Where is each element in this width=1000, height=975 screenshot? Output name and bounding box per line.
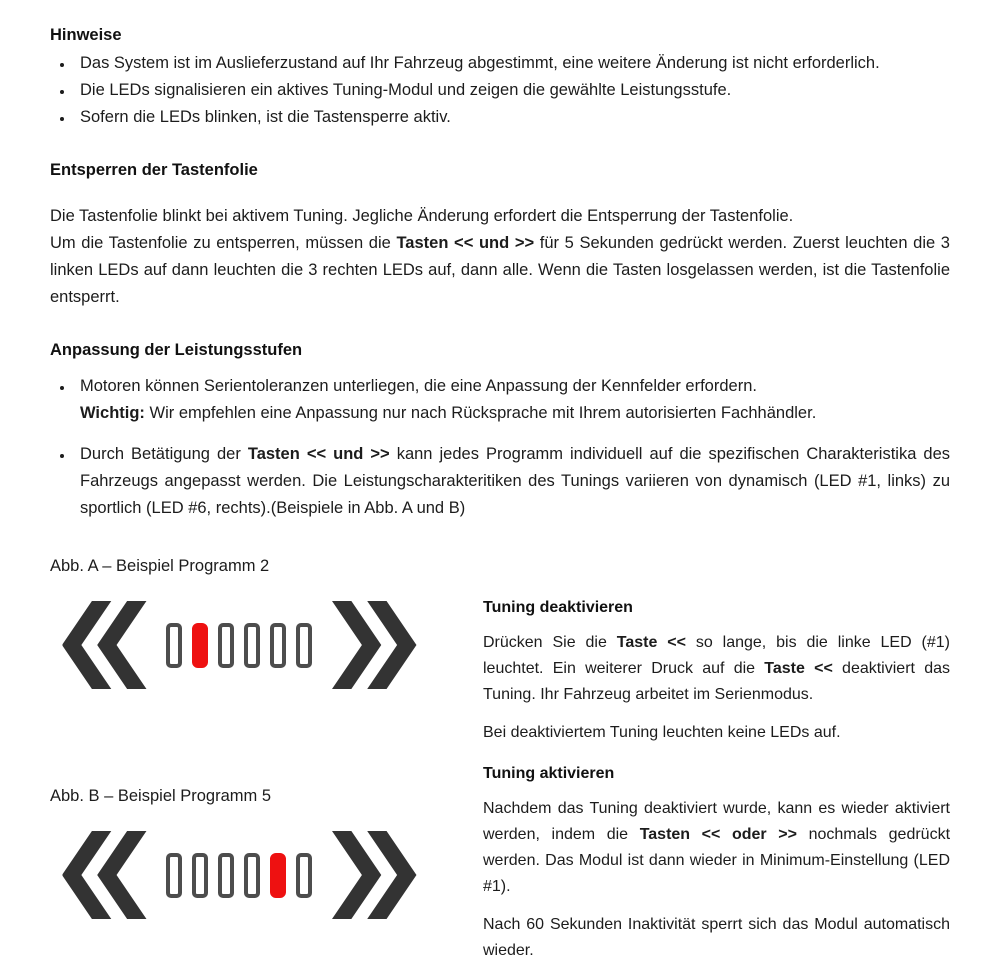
hinweise-bullet-2: • Die LEDs signalisieren ein aktives Tuning-Modul und zeigen die gewählte Leistungsstufe.: [74, 77, 950, 104]
led-indicator-2-active: [192, 623, 208, 668]
entsperren-paragraph-2: [50, 230, 950, 311]
tuning-deaktivieren-paragraph-2: Bei deaktiviertem Tuning leuchten keine LEDs auf.: [483, 724, 841, 741]
figure-b-caption: Abb. B – Beispiel Programm 5: [50, 787, 272, 805]
led-indicator-6-inactive: [296, 853, 312, 898]
tuning-aktivieren-paragraph-1: [483, 796, 950, 900]
led-indicator-3-inactive: [218, 853, 234, 898]
double-chevron-right-icon: [332, 831, 416, 919]
section-hinweise: [50, 24, 950, 131]
figure-a-led-panel: [62, 601, 483, 689]
figure-b-led-panel: [62, 831, 483, 919]
entsperren-paragraph-1: Die Tastenfolie blinkt bei aktivem Tuning. Jegliche Änderung erfordert die Entsperrung der Tastenfolie.: [50, 207, 794, 225]
anpassung-b1-rest: Wir empfehlen eine Anpassung nur nach Rücksprache mit Ihrem autorisierten Fachhändler.: [144, 404, 817, 422]
anpassung-b2-text: Durch Betätigung der: [80, 445, 248, 463]
figure-b-led-row: [166, 853, 312, 898]
led-indicator-4-inactive: [244, 853, 260, 898]
anpassung-b2-keys-bold: Tasten << und >>: [247, 445, 390, 463]
section-anpassung: [50, 339, 950, 522]
deakt-p1-key-bold-1: Taste <<: [616, 634, 686, 651]
anpassung-bullet-list: [50, 373, 950, 522]
tuning-aktivieren-paragraph-2: Nach 60 Sekunden Inaktivität sperrt sich das Modul automatisch wieder.: [483, 916, 950, 959]
anpassung-b1-wichtig-bold: Wichtig:: [80, 404, 145, 422]
tuning-deaktivieren-paragraph-1: [483, 630, 950, 708]
deakt-p1-text-mid: so lange, bis die linke LED (#1) leuchtet. Ein weiterer Druck auf die: [483, 634, 951, 677]
double-chevron-left-icon: [62, 601, 146, 689]
led-indicator-2-inactive: [192, 853, 208, 898]
led-indicator-1-inactive: [166, 623, 182, 668]
figures-column: [50, 551, 483, 919]
hinweise-bullet-1: • Das System ist im Auslieferzustand auf Ihr Fahrzeug abgestimmt, eine weitere Änderung ist nicht erforderlich.: [74, 50, 950, 77]
tuning-deaktivieren-heading: Tuning deaktivieren: [483, 599, 633, 616]
entsperren-p2-keys-bold: Tasten << und >>: [396, 234, 535, 252]
hinweise-heading: Hinweise: [50, 26, 122, 44]
akt-p1-keys-bold: Tasten << oder >>: [639, 826, 797, 843]
figures-and-instructions: [50, 551, 950, 964]
double-chevron-right-icon: [332, 601, 416, 689]
led-indicator-3-inactive: [218, 623, 234, 668]
led-indicator-5-inactive: [270, 623, 286, 668]
tuning-aktivieren-heading: Tuning aktivieren: [483, 765, 615, 782]
anpassung-bullet-2: [74, 441, 950, 522]
hinweise-bullet-3: • Sofern die LEDs blinken, ist die Tastensperre aktiv.: [74, 104, 950, 131]
anpassung-b2-text-cont: kann jedes Programm individuell auf die spezifischen Charakteristika des Fahrzeugs angepasst werden. Die Leistungscharakteritiken des Tunings variieren von dynamisch (LED #1, links) zu sportlich (LED #6, rechts).(Beispiele in Abb. A und B): [80, 445, 950, 517]
anpassung-heading: Anpassung der Leistungsstufen: [50, 341, 303, 359]
led-indicator-5-active: [270, 853, 286, 898]
instructions-column: [483, 551, 950, 964]
entsperren-p2-text-cont: für 5 Sekunden gedrückt werden. Zuerst leuchten die 3 linken LEDs auf dann leuchten die 3 rechten LEDs auf, dann alle. Wenn die Tasten losgelassen werden, ist die Tastenfolie entsperrt.: [50, 234, 950, 306]
double-chevron-left-icon: [62, 831, 146, 919]
akt-p1-text-end: nochmals gedrückt werden. Das Modul ist dann wieder in Minimum-Einstellung (LED #1).: [483, 826, 951, 895]
led-indicator-6-inactive: [296, 623, 312, 668]
anpassung-b1-line1: Motoren können Serientoleranzen unterliegen, die eine Anpassung der Kennfelder erfordern.: [80, 377, 757, 395]
anpassung-bullet-1: [74, 373, 950, 427]
hinweise-bullet-list: [50, 50, 950, 131]
deakt-p1-text: Drücken Sie die: [483, 634, 617, 651]
figure-a-led-row: [166, 623, 312, 668]
deakt-p1-key-bold-2: Taste <<: [764, 660, 833, 677]
section-entsperren: [50, 159, 950, 311]
figure-a-caption: Abb. A – Beispiel Programm 2: [50, 557, 270, 575]
entsperren-p2-text: Um die Tastenfolie zu entsperren, müssen die: [50, 234, 397, 252]
led-indicator-1-inactive: [166, 853, 182, 898]
akt-p1-text: Nachdem das Tuning deaktiviert wurde, kann es wieder aktiviert werden, indem die: [483, 800, 950, 843]
led-indicator-4-inactive: [244, 623, 260, 668]
deakt-p1-text-end: deaktiviert das Tuning. Ihr Fahrzeug arbeitet im Serienmodus.: [483, 660, 950, 703]
entsperren-heading: Entsperren der Tastenfolie: [50, 161, 258, 179]
